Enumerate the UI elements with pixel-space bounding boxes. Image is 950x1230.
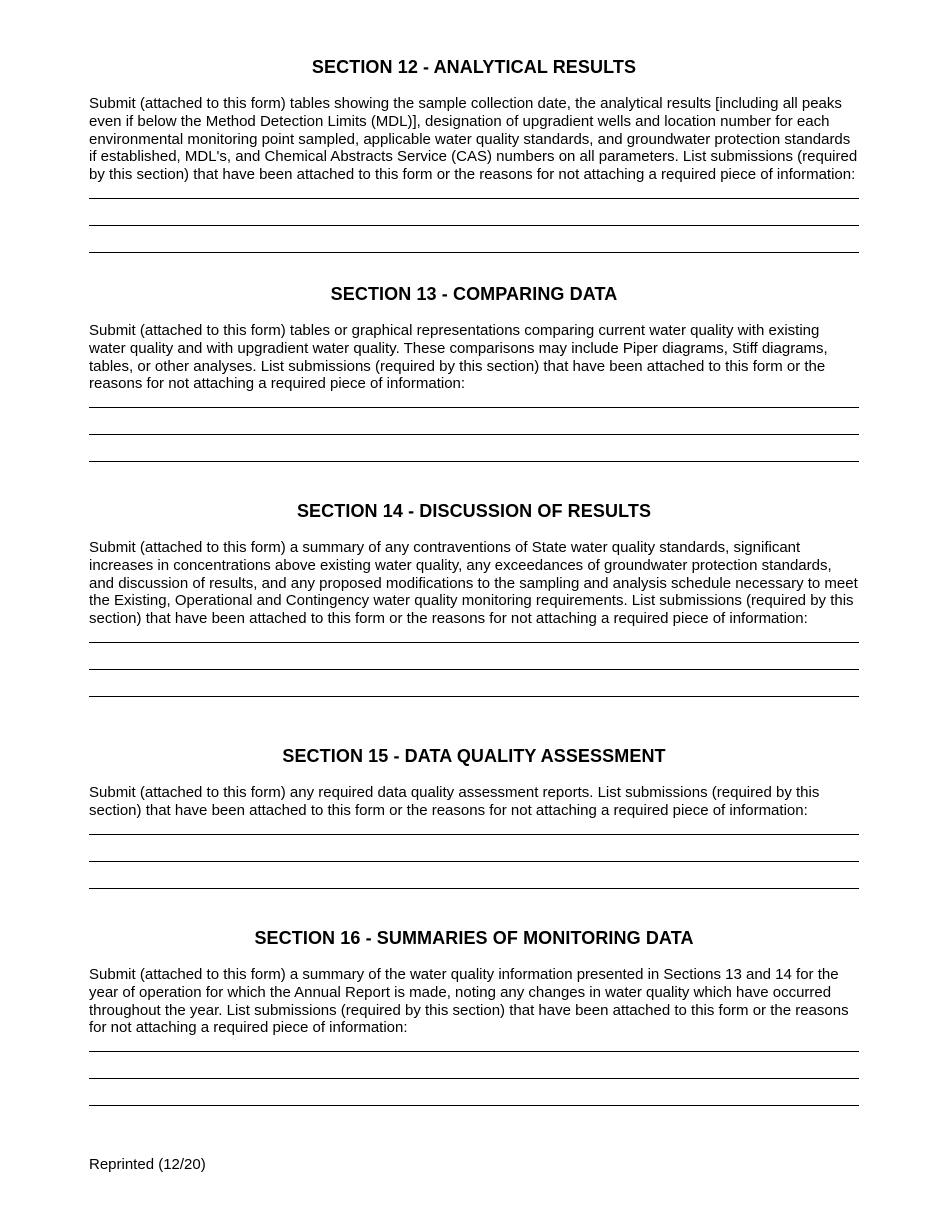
section-12-answer-line-3[interactable]	[89, 252, 859, 253]
section-13	[89, 283, 859, 462]
section-15-answer-line-2[interactable]	[89, 861, 859, 862]
section-16	[89, 927, 859, 1106]
section-13-title: SECTION 13 - COMPARING DATA	[330, 284, 618, 304]
section-12	[89, 56, 859, 253]
section-14-title: SECTION 14 - DISCUSSION OF RESULTS	[296, 501, 652, 521]
section-12-answer-line-2[interactable]	[89, 225, 859, 226]
section-12-title: SECTION 12 - ANALYTICAL RESULTS	[311, 57, 637, 77]
section-15-title: SECTION 15 - DATA QUALITY ASSESSMENT	[282, 746, 666, 766]
section-13-answer-line-1[interactable]	[89, 407, 859, 408]
section-14-instructions: Submit (attached to this form) a summary of any contraventions of State water quality standards, significant increases in concentrations above existing water quality, any exceedances of groundwater protection standards, and discussion of results, and any proposed modifications to the sampling and analysis schedule necessary to meet the Existing, Operational and Contingency water quality monitoring requirements. List submissions (required by this section) that have been attached to this form or the reasons for not attaching a required piece of information:	[89, 539, 858, 628]
section-14-answer-line-2[interactable]	[89, 669, 859, 670]
section-15-answer-line-1[interactable]	[89, 834, 859, 835]
section-16-instructions: Submit (attached to this form) a summary of the water quality information presented in Sections 13 and 14 for the year of operation for which the Annual Report is made, noting any changes in water quality which have occurred throughout the year. List submissions (required by this section) that have been attached to this form or the reasons for not attaching a required piece of information:	[89, 966, 849, 1037]
section-16-answer-line-2[interactable]	[89, 1078, 859, 1079]
section-14	[89, 500, 859, 697]
reprint-note: Reprinted (12/20)	[89, 1156, 206, 1173]
section-16-answer-line-3[interactable]	[89, 1105, 859, 1106]
section-15-answer-line-3[interactable]	[89, 888, 859, 889]
section-12-answer-line-1[interactable]	[89, 198, 859, 199]
section-16-answer-line-1[interactable]	[89, 1051, 859, 1052]
section-12-instructions: Submit (attached to this form) tables showing the sample collection date, the analytical results [including all peaks even if below the Method Detection Limits (MDL)], designation of upgradient wells and location number for each environmental monitoring point sampled, applicable water quality standards, and groundwater protection standards if established, MDL's, and Chemical Abstracts Service (CAS) numbers on all parameters. List submissions (required by this section) that have been attached to this form or the reasons for not attaching a required piece of information:	[89, 95, 858, 184]
section-13-instructions: Submit (attached to this form) tables or graphical representations comparing current water quality with existing water quality and with upgradient water quality. These comparisons may include Piper diagrams, Stiff diagrams, tables, or other analyses. List submissions (required by this section) that have been attached to this form or the reasons for not attaching a required piece of information:	[89, 322, 828, 393]
section-14-answer-line-3[interactable]	[89, 696, 859, 697]
section-15	[89, 745, 859, 889]
section-14-answer-line-1[interactable]	[89, 642, 859, 643]
section-15-instructions: Submit (attached to this form) any required data quality assessment reports. List submissions (required by this section) that have been attached to this form or the reasons for not attaching a required piece of information:	[89, 784, 820, 819]
section-13-answer-line-3[interactable]	[89, 461, 859, 462]
section-16-title: SECTION 16 - SUMMARIES OF MONITORING DATA	[254, 928, 694, 948]
section-13-answer-line-2[interactable]	[89, 434, 859, 435]
